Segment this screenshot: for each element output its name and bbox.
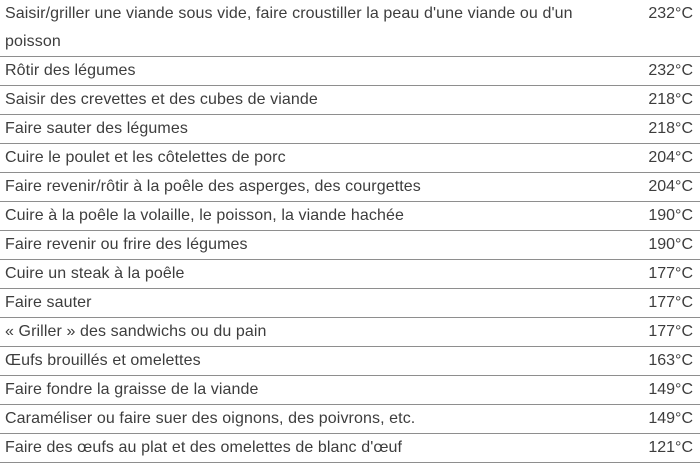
row-temperature-value: 163°C xyxy=(648,352,693,369)
row-task-label: Cuire un steak à la poêle xyxy=(5,265,185,282)
row-temperature-value: 177°C xyxy=(648,323,693,340)
row-task-label: Faire revenir/rôtir à la poêle des asperges, des courgettes xyxy=(5,178,421,195)
row-task-label: Faire sauter des légumes xyxy=(5,120,188,137)
row-temperature-value: 149°C xyxy=(648,410,693,427)
row-task-label: Caraméliser ou faire suer des oignons, des poivrons, etc. xyxy=(5,410,416,427)
row-temperature-value: 204°C xyxy=(648,149,693,166)
row-task-label: Faire des œufs au plat et des omelettes de blanc d'œuf xyxy=(5,439,403,456)
row-temperature-value: 121°C xyxy=(648,439,693,456)
row-temperature-value: 177°C xyxy=(648,294,693,311)
row-task-label: Œufs brouillés et omelettes xyxy=(5,352,201,369)
row-task-label: Cuire le poulet et les côtelettes de porc xyxy=(5,149,286,166)
row-temperature-value: 190°C xyxy=(648,236,693,253)
row-temperature-value: 177°C xyxy=(648,265,693,282)
row-temperature-value: 232°C xyxy=(648,5,693,22)
table-row xyxy=(0,86,700,115)
row-task-label: Faire fondre la graisse de la viande xyxy=(5,381,259,398)
table-row xyxy=(0,347,700,376)
row-task-label: Saisir des crevettes et des cubes de viande xyxy=(5,91,318,108)
row-temperature-value: 232°C xyxy=(648,62,693,79)
table-row xyxy=(0,405,700,434)
row-temperature-value: 218°C xyxy=(648,120,693,137)
table-row xyxy=(0,231,700,260)
table-row xyxy=(0,0,700,57)
table-row xyxy=(0,173,700,202)
row-task-label: Rôtir des légumes xyxy=(5,62,136,79)
row-task-label: Faire revenir ou frire des légumes xyxy=(5,236,248,253)
table-row xyxy=(0,318,700,347)
row-task-label: Faire sauter xyxy=(5,294,92,311)
row-temperature-value: 218°C xyxy=(648,91,693,108)
row-task-label: « Griller » des sandwichs ou du pain xyxy=(5,323,267,340)
table-row xyxy=(0,434,700,463)
table-row xyxy=(0,202,700,231)
row-task-label: Saisir/griller une viande sous vide, faire croustiller la peau d'une viande ou d'un poisson xyxy=(5,5,573,50)
table-row xyxy=(0,260,700,289)
row-temperature-value: 190°C xyxy=(648,207,693,224)
table-row xyxy=(0,115,700,144)
table-row xyxy=(0,289,700,318)
row-temperature-value: 204°C xyxy=(648,178,693,195)
table-row xyxy=(0,376,700,405)
row-temperature-value: 149°C xyxy=(648,381,693,398)
table-row xyxy=(0,144,700,173)
table-row xyxy=(0,57,700,86)
row-task-label: Cuire à la poêle la volaille, le poisson, la viande hachée xyxy=(5,207,404,224)
